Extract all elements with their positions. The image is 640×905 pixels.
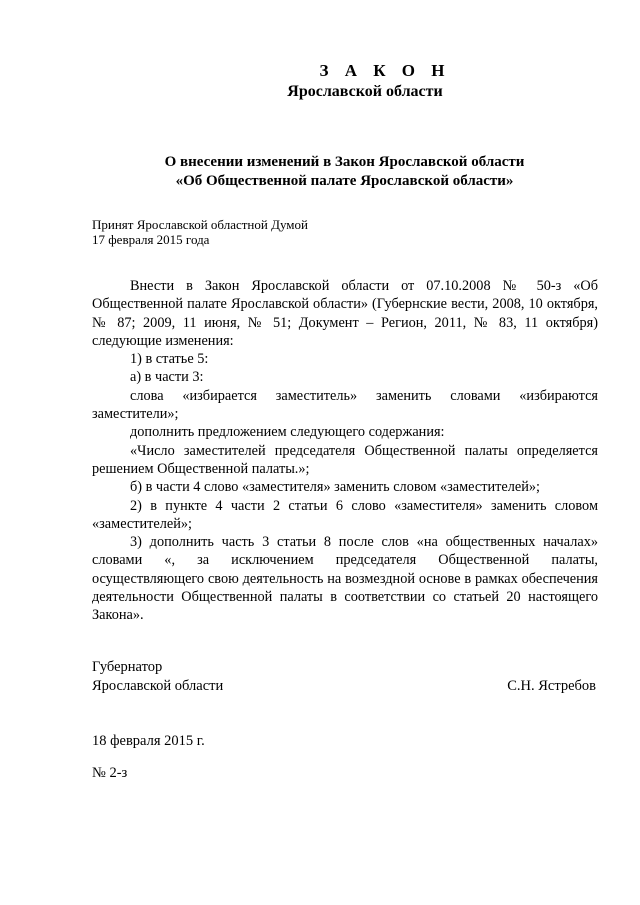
law-heading-line-1: О внесении изменений в Закон Ярославской области (164, 154, 525, 170)
body-paragraph: дополнить предложением следующего содержания: (130, 424, 445, 441)
law-heading-line-2: «Об Общественной палате Ярославской области» (175, 173, 514, 189)
adoption-note-date: 17 февраля 2015 года (92, 232, 210, 247)
body-paragraph: Внести в Закон Ярославской области от 07.10.2008 № 50-з «Об Общественной палате Ярославской области» (Губернские вести, 2008, 10 октября, № 87; 2009, 11 июня, № 51; Документ – Регион, 2011, № 83, 11 октября) следующие изменения: (92, 278, 598, 349)
body-paragraph: слова «избирается заместитель» заменить словами «избираются заместители»; (92, 387, 598, 423)
body-paragraph: б) в части 4 слово «заместителя» заменить словом «заместителей»; (130, 479, 540, 496)
body-paragraph: «Число заместителей председателя Общественной палаты определяется решением Общественной палаты.»; (92, 442, 598, 477)
body-paragraph: 3) дополнить часть 3 статьи 8 после слов «на общественных началах» словами «, за исключением председателя Общественной палаты, осуществляющего свою деятельность на возмездной основе в рамках обеспечения деятельности Общественной палаты в соответствии со статьей 20 настоящего Закона». (92, 534, 598, 624)
signatory-position-line-1: Губернатор (92, 659, 163, 675)
adoption-note (92, 217, 308, 247)
document-type-title: З А К О Н (319, 61, 451, 80)
adoption-note-line-1: Принят Ярославской областной Думой (92, 217, 308, 232)
body-paragraph: 1) в статье 5: (130, 351, 209, 368)
law-heading (92, 153, 597, 191)
law-body (92, 277, 598, 625)
region-title: Ярославской области (287, 83, 443, 100)
signatory-name: С.Н. Ястребов (507, 678, 596, 694)
signatory-position-line-2: Ярославской области (92, 678, 224, 694)
signatory-position (92, 658, 223, 696)
body-paragraph: 2) в пункте 4 части 2 статьи 6 слово «заместителя» заменить словом «заместителей»; (92, 497, 598, 532)
signing-date: 18 февраля 2015 г. (92, 733, 205, 749)
law-number: № 2-з (92, 765, 128, 781)
body-paragraph: а) в части 3: (130, 369, 204, 386)
